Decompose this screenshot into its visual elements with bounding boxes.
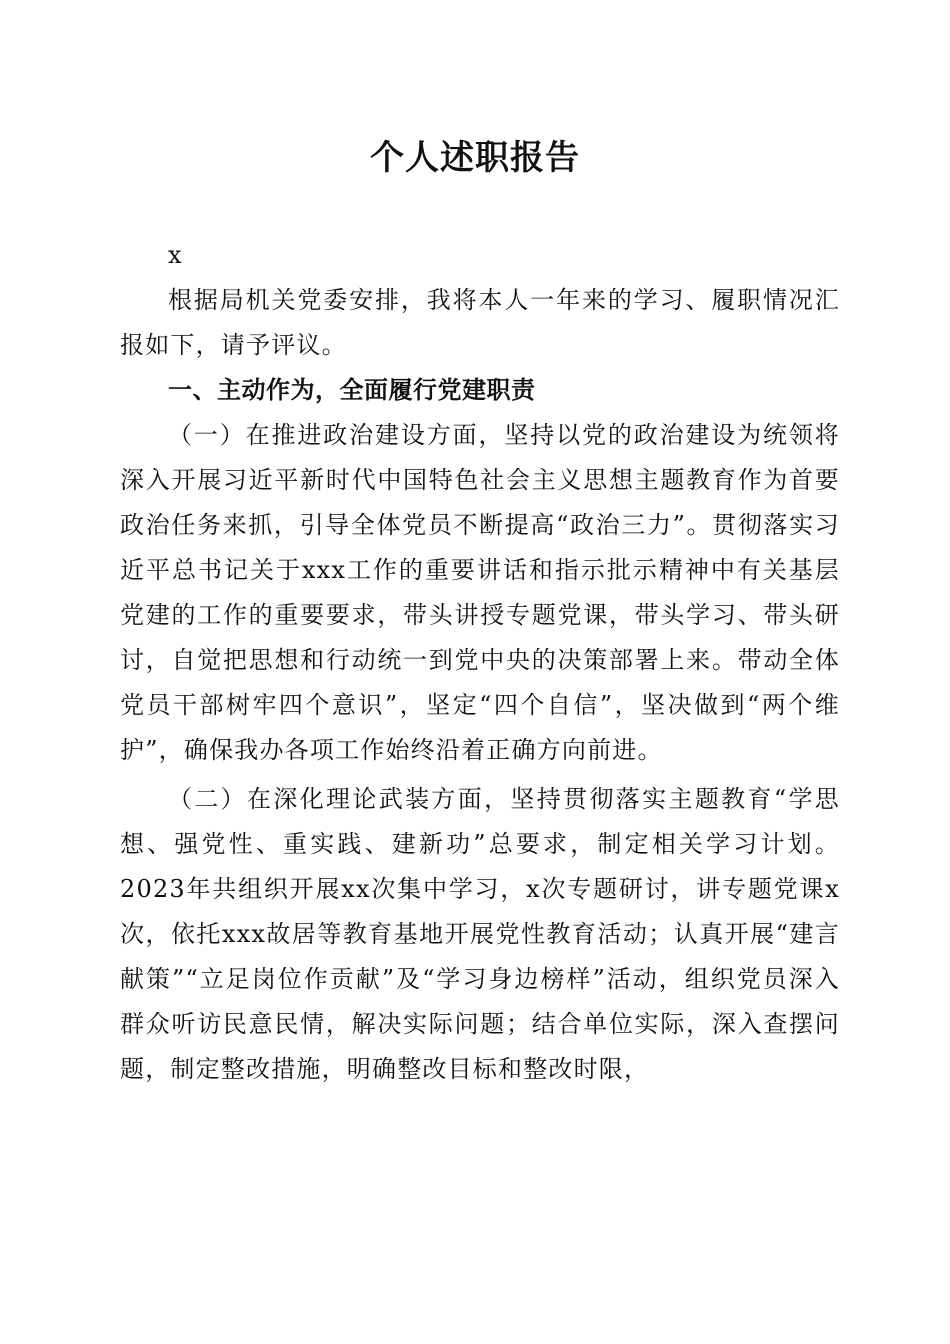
author-line: x: [168, 241, 183, 269]
paragraph-theory-study: （二）在深化理论武装方面，坚持贯彻落实主题教育“学思想、强党性、重实践、建新功”总要求，制定相关学习计划。2023年共组织开展xx次集中学习，x次专题研讨，讲专题党课x次，依托xxx故居等教育基地开展党性教育活动；认真开展“建言献策”“立足岗位作贡献”及“学习身边榜样”活动，组织党员深入群众听访民意民情，解决实际问题；结合单位实际，深入查摆问题，制定整改措施，明确整改目标和整改时限，: [120, 785, 840, 1083]
section-heading: 一、主动作为，全面履行党建职责: [168, 376, 536, 404]
intro-paragraph: 根据局机关党委安排，我将本人一年来的学习、履职情况汇报如下，请予评议。: [120, 286, 840, 359]
page-title: 个人述职报告: [370, 138, 580, 178]
paragraph-political-construction: （一）在推进政治建设方面，坚持以党的政治建设为统领将深入开展习近平新时代中国特色社会主义思想主题教育作为首要政治任务来抓，引导全体党员不断提高“政治三力”。贯彻落实习近平总书记关于xxx工作的重要讲话和指示批示精神中有关基层党建的工作的重要要求，带头讲授专题党课，带头学习、带头研讨，自觉把思想和行动统一到党中央的决策部署上来。带动全体党员干部树牢四个意识”，坚定“四个自信”，坚决做到“两个维护”，确保我办各项工作始终沿着正确方向前进。: [120, 421, 840, 764]
document-body: [120, 233, 840, 1092]
